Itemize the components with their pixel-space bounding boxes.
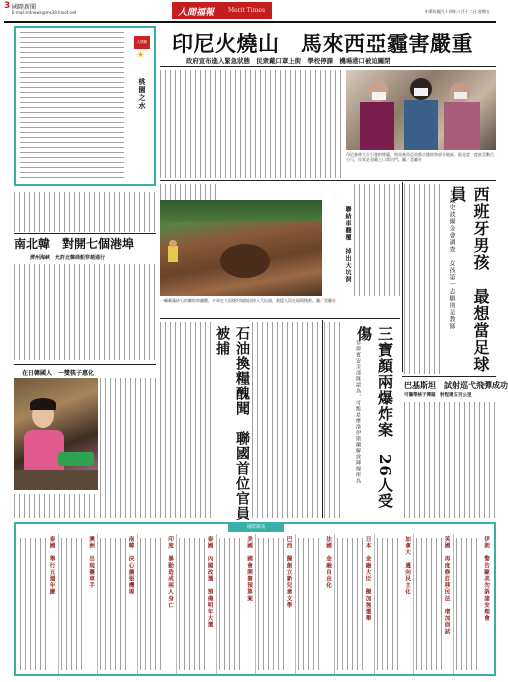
brief-title: 南韓 決心擴張機場 [127,536,134,596]
bomb-headline: 三寶顏兩爆炸案 26人受傷 [355,326,394,509]
brief-body-text [456,538,482,670]
brief-body-text [100,538,126,670]
brief-title: 法國 金融自由化 [325,536,331,589]
brief-item [58,534,98,674]
brief-title: 泰國 舉行五週年慶 [48,536,55,596]
kitchen-story-text [100,378,156,518]
brief-item [137,534,177,674]
column-title: 桃園之水 [138,78,147,110]
korea-subhead: 濟州海峽 允許北韓商船穿越通行 [30,255,106,261]
haze-photo [346,70,496,150]
kitchen-story-text-2 [14,494,98,518]
landslide-photo-caption: 一輛載滿砂石的聯結車翻覆，卡車在大雨後坍塌路段掉入大坑洞，救援人員在現場搜救。圖／美聯社 [160,298,336,303]
landslide-photo [160,200,322,296]
haze-headline: 印尼火燒山 馬來西亞霾害嚴重 [172,31,473,56]
haze-photo-caption: 印尼森林大火引發的煙霾，致馬來西亞首都吉隆坡和部分地區，能見度一度低至數百公尺，民眾必須戴上口罩出門。圖／美聯社 [346,152,494,162]
brief-item [176,534,216,674]
brief-item [334,534,374,674]
korea-story-text-top [14,192,156,232]
missile-story-text [404,402,496,518]
kitchen-photo [14,378,98,490]
oil-story-text-2 [252,322,320,518]
brief-body-text [416,538,442,670]
brief-body-text [298,538,324,670]
spain-headline: 西班牙男孩 最想當足球員 [448,186,490,373]
missile-headline: 巴基斯坦 試射巡弋飛彈成功 [404,380,508,390]
bomb-story-text [324,322,344,518]
brief-title: 澳洲 出現賽車手 [88,536,94,589]
column-body-text [20,32,124,182]
korea-story-text [14,264,156,360]
brief-body-text [61,538,87,670]
brief-body-text [179,538,205,670]
haze-subhead: 政府宣布進入緊急狀態 民衆戴口罩上街 學校停課 機場港口被迫關閉 [186,57,391,65]
brief-title: 加拿大 邁向民主化 [404,536,410,596]
brief-item [255,534,295,674]
brief-title: 印度 暴動造成兩人身亡 [167,536,173,609]
brief-item [295,534,335,674]
brief-body-text [140,538,166,670]
brief-item [453,534,493,674]
page-number: 3 [4,1,11,11]
spain-story-text [404,184,444,374]
briefs-box [14,522,496,676]
oil-headline: 石油換糧醜聞 聯國首位官員被捕 [214,326,250,521]
brief-item [413,534,453,674]
brief-item [18,534,58,674]
brief-body-text [337,538,363,670]
kitchen-caption-title: 在日韓國人 一雙筷子惠化 [22,370,95,377]
section-email: E-mail:mtnews@ms39.hinet.net [12,10,77,15]
brief-title: 巴西 擬創立新兒童文學 [285,536,292,609]
briefs-label: 國際簡訊 [228,524,284,532]
brief-body-text [258,538,284,670]
column-tag: 人間紫 [134,36,150,49]
missile-subhead: 可攜帶核子彈頭 射程達五百公里 [404,393,472,398]
spain-subhead: 艾波史波爾金會調查 女孩第一志願則是教師 [448,190,455,330]
brief-title: 美國 國會開審預算案 [246,536,252,602]
haze-story-text [160,70,342,178]
landslide-story-text-left [160,184,220,200]
sun-icon: ☀ [136,50,145,61]
brief-item [216,534,256,674]
brief-title: 伊朗 警告歐美勿訴諸安理會 [483,536,489,622]
masthead-brand-en: Merit Times [228,7,266,14]
issue-date: 中華民國九十四年八月十二日 星期五 [424,9,490,14]
brief-body-text [377,538,403,670]
brief-body-text [219,538,245,670]
brief-item [97,534,137,674]
brief-item [374,534,414,674]
brief-body-text [20,538,46,670]
korea-headline: 南北韓 對開七個港埠 [14,237,135,251]
landslide-side-title: 聯結車翻覆 掉出大坑洞 [344,206,351,283]
masthead-brand: 人間福報 [178,8,215,18]
brief-title: 英國 再度修訂移民法 增加面試 [443,536,450,635]
masthead-banner [172,2,272,19]
brief-title: 日本 金融大臣 擬加強選舉 [364,536,371,622]
bomb-subhead: 菲律賓安全部隊認為，可能是摩洛伊斯蘭解放陣線所為 [355,340,361,484]
page-header [0,0,500,22]
landslide-story-text [354,184,400,296]
oil-story-text [160,322,214,518]
briefs-columns [18,534,492,674]
brief-title: 泰國 內閣改選 預備明年大選 [206,536,213,629]
column-box [14,26,156,186]
section-name: 國際新聞 [12,4,37,11]
header-rule [4,21,496,23]
